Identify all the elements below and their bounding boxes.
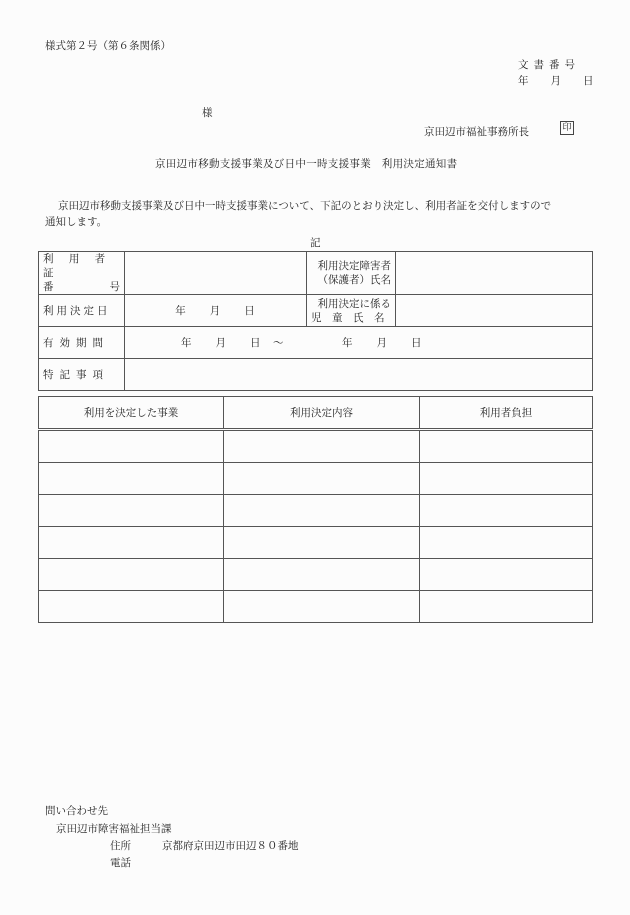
table-row bbox=[39, 559, 593, 591]
service-cell[interactable] bbox=[39, 527, 224, 559]
table-row bbox=[39, 463, 593, 495]
burden-cell[interactable] bbox=[420, 559, 593, 591]
content-cell[interactable] bbox=[224, 591, 420, 623]
info-table bbox=[38, 251, 593, 391]
document-number-label: 文書番号 bbox=[518, 59, 580, 71]
table-row bbox=[39, 359, 593, 391]
issue-date bbox=[518, 73, 594, 88]
decision-table bbox=[38, 396, 593, 623]
burden-cell[interactable] bbox=[420, 463, 593, 495]
document-title: 京田辺市移動支援事業及び日中一時支援事業 利用決定通知書 bbox=[155, 158, 458, 170]
table-row bbox=[39, 495, 593, 527]
service-cell[interactable] bbox=[39, 430, 224, 463]
child-name-field[interactable] bbox=[396, 295, 593, 327]
table-row bbox=[39, 527, 593, 559]
burden-cell[interactable] bbox=[420, 430, 593, 463]
table-row bbox=[39, 591, 593, 623]
issuer-name: 京田辺市福祉事務所長 bbox=[424, 126, 529, 138]
table-row bbox=[39, 295, 593, 327]
user-card-number-field[interactable] bbox=[125, 252, 307, 295]
label-line: 児 童 氏 名 bbox=[311, 311, 385, 324]
label-line: 利用決定に係る bbox=[317, 297, 391, 310]
phone-label: 電話 bbox=[110, 857, 131, 869]
body-text-line-1: 京田辺市移動支援事業及び日中一時支援事業について、下記のとおり決定し、利用者証を交付しますので bbox=[58, 200, 552, 212]
decision-date-field[interactable]: 年 月 日 bbox=[125, 295, 307, 327]
address-label: 住所 bbox=[110, 840, 131, 852]
content-cell[interactable] bbox=[224, 463, 420, 495]
year-label: 年 bbox=[518, 75, 529, 87]
content-cell[interactable] bbox=[224, 430, 420, 463]
form-number: 様式第２号（第６条関係） bbox=[45, 40, 171, 52]
table-header-row bbox=[39, 397, 593, 430]
contact-heading: 問い合わせ先 bbox=[45, 805, 108, 817]
service-cell[interactable] bbox=[39, 559, 224, 591]
service-cell[interactable] bbox=[39, 495, 224, 527]
address-value: 京都府京田辺市田辺８０番地 bbox=[162, 840, 299, 852]
label-line: （保護者）氏名 bbox=[317, 274, 391, 286]
label-line: 番 号 bbox=[43, 281, 120, 293]
child-name-label bbox=[307, 295, 396, 327]
body-text-line-2: 通知します。 bbox=[45, 216, 108, 228]
contact-department: 京田辺市障害福祉担当課 bbox=[56, 823, 172, 835]
table-row bbox=[39, 430, 593, 463]
special-notes-label: 特記事項 bbox=[39, 359, 125, 391]
content-cell[interactable] bbox=[224, 495, 420, 527]
content-cell[interactable] bbox=[224, 527, 420, 559]
recipient-name-label bbox=[307, 252, 396, 295]
addressee-suffix: 様 bbox=[202, 107, 213, 119]
service-cell[interactable] bbox=[39, 463, 224, 495]
service-cell[interactable] bbox=[39, 591, 224, 623]
validity-period-label: 有効期間 bbox=[39, 327, 125, 359]
label-line: 利用決定障害者 bbox=[317, 260, 391, 272]
day-label: 日 bbox=[583, 75, 594, 87]
column-header-burden: 利用者負担 bbox=[420, 397, 593, 430]
seal-icon: 印 bbox=[560, 121, 574, 135]
user-card-number-label bbox=[39, 252, 125, 295]
content-cell[interactable] bbox=[224, 559, 420, 591]
table-row bbox=[39, 252, 593, 295]
validity-period-field[interactable]: 年 月 日 ～ 年 月 日 bbox=[125, 327, 593, 359]
label-line: 利 用 者 証 bbox=[43, 253, 112, 279]
special-notes-field[interactable] bbox=[125, 359, 593, 391]
month-label: 月 bbox=[550, 75, 561, 87]
table-row bbox=[39, 327, 593, 359]
ki-heading: 記 bbox=[310, 237, 321, 249]
burden-cell[interactable] bbox=[420, 591, 593, 623]
column-header-content: 利用決定内容 bbox=[224, 397, 420, 430]
burden-cell[interactable] bbox=[420, 495, 593, 527]
decision-date-label: 利用決定日 bbox=[39, 295, 125, 327]
recipient-name-field[interactable] bbox=[396, 252, 593, 295]
burden-cell[interactable] bbox=[420, 527, 593, 559]
column-header-service: 利用を決定した事業 bbox=[39, 397, 224, 430]
